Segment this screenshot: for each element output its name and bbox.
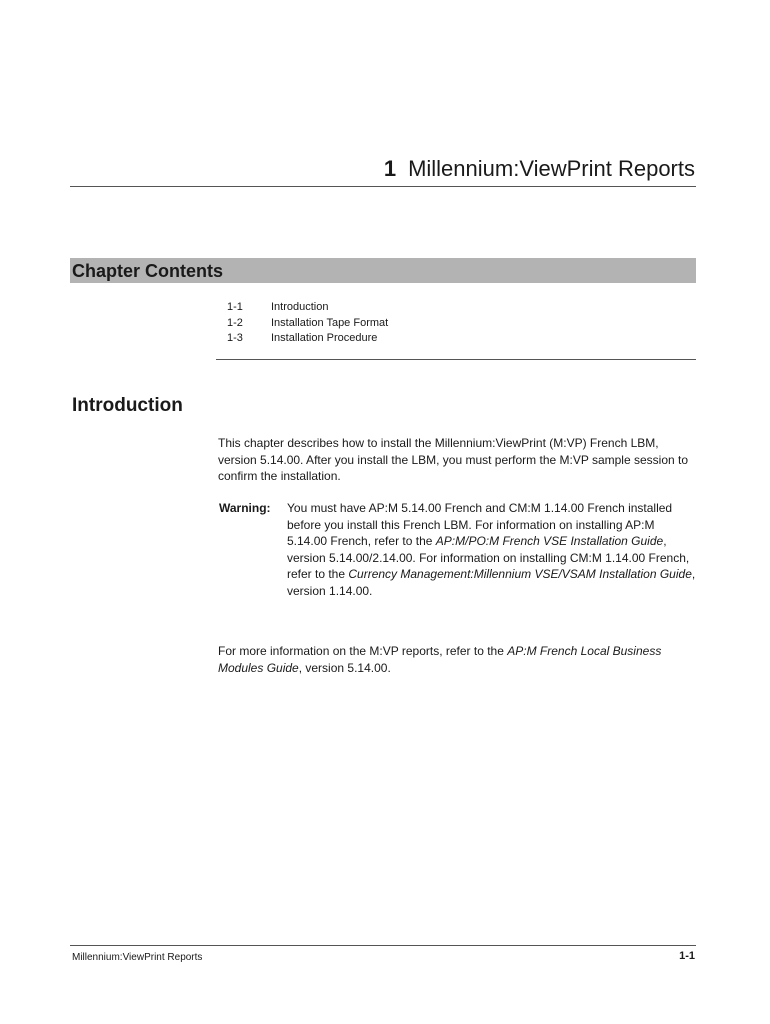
paragraph-text-part: , version 5.14.00.	[298, 660, 391, 675]
toc-item-label: Installation Procedure	[271, 332, 378, 344]
paragraph-text-part: For more information on the M:VP reports, refer to the	[218, 644, 508, 658]
toc-item-number: 1-3	[227, 332, 243, 344]
title-divider	[70, 186, 696, 187]
toc-item[interactable]	[227, 331, 388, 347]
chapter-number: 1	[383, 156, 397, 181]
introduction-heading: Introduction	[72, 395, 183, 416]
toc-item-label: Introduction	[271, 301, 329, 313]
warning-text-part: , version 1.14.00.	[287, 567, 696, 598]
warning-label: Warning:	[219, 501, 271, 515]
toc-item[interactable]	[227, 300, 388, 316]
chapter-contents-heading: Chapter Contents	[70, 258, 696, 283]
warning-text-part: , version 5.14.00/2.14.00. For information on installing CM:M 1.14.00 French, refer to the	[287, 534, 690, 581]
footer-title: Millennium:ViewPrint Reports	[72, 952, 203, 963]
chapter-title-text: Millennium:ViewPrint Reports	[408, 156, 695, 181]
more-info-paragraph	[218, 643, 696, 676]
toc-item-label: Installation Tape Format	[271, 316, 389, 329]
chapter-title	[384, 156, 695, 182]
page-number: 1-1	[679, 950, 695, 962]
contents-divider	[216, 359, 696, 360]
toc-item[interactable]	[227, 316, 388, 332]
intro-paragraph: This chapter describes how to install the Millennium:ViewPrint (M:VP) French LBM, version 5.14.00. After you install the LBM, you must perform the M:VP sample session to confirm the installation.	[218, 436, 689, 483]
guide-reference: AP:M/PO:M French VSE Installation Guide	[435, 534, 664, 548]
guide-reference: Currency Management:Millennium VSE/VSAM Installation Guide	[348, 567, 692, 581]
guide-reference: AP:M French Local Business Modules Guide	[218, 644, 662, 675]
toc-item-number: 1-2	[227, 316, 243, 329]
footer-divider	[70, 945, 696, 946]
warning-text-part: You must have AP:M 5.14.00 French and CM:M 1.14.00 French installed before you install this French LBM. For information on installing AP:M 5.14.00 French, refer to the	[287, 501, 673, 548]
table-of-contents	[227, 300, 388, 347]
warning-text	[287, 500, 697, 599]
toc-item-number: 1-1	[227, 301, 243, 313]
